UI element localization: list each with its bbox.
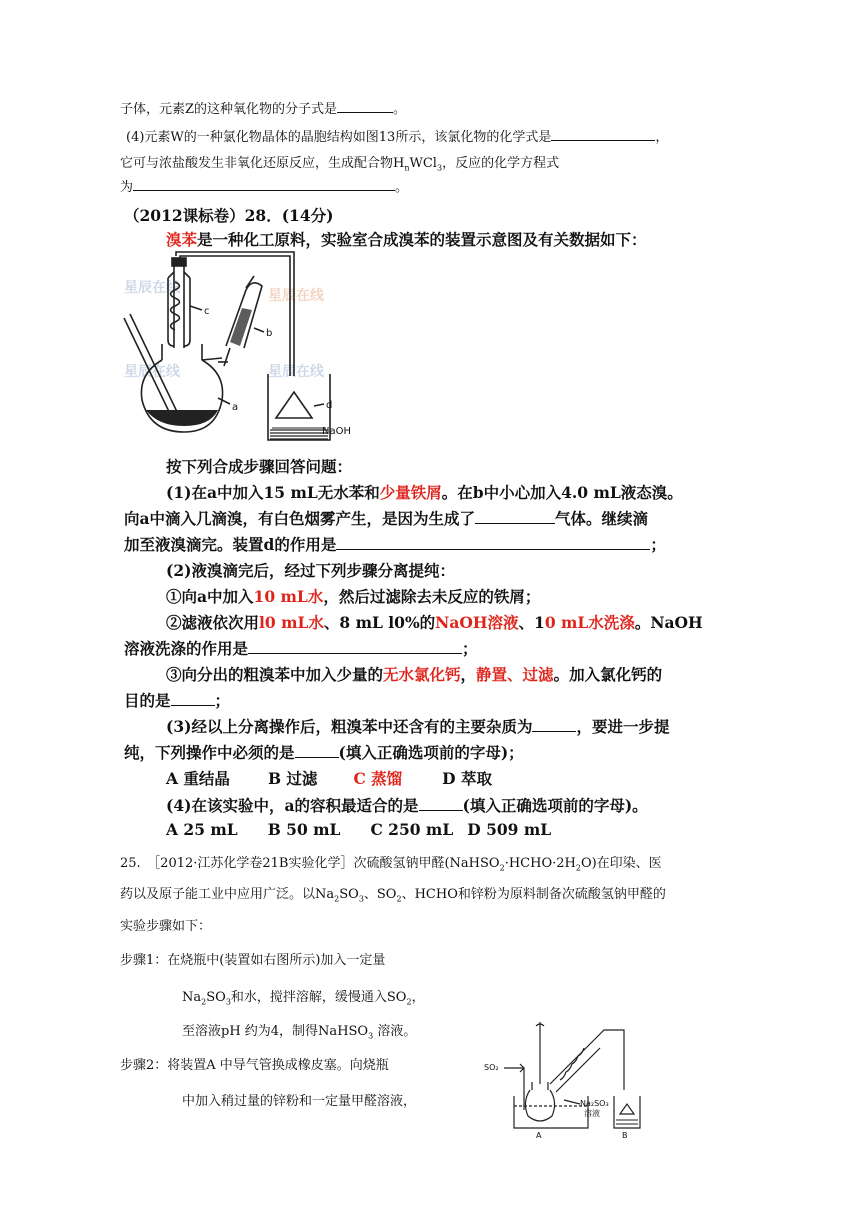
text-line: 向a中滴入几滴溴，有白色烟雾产生，是因为生成了 气体。继续滴 <box>124 509 649 528</box>
text-line: 步骤2：将装置A 中导气管换成橡皮塞。向烧瓶 <box>120 1058 389 1073</box>
text-line: 溶液洗涤的作用是 ； <box>124 639 478 658</box>
watermark: 星辰在线 <box>268 364 324 380</box>
text-line: 25. ［2012·江苏化学卷21B实验化学］次硫酸氢钠甲醛$(NaHSO_2\cdot HCHO\cdot 2H_2O)$在印染、医 <box>120 856 662 873</box>
text-line: ③向分出的粗溴苯中加入少量的无水氯化钙，静置、过滤。加入氯化钙的 <box>166 665 663 684</box>
steps-title: 按下列合成步骤回答问题： <box>166 457 353 476</box>
label-na2so3: Na₂SO₃ <box>580 1099 609 1108</box>
text-line: 它可与浓盐酸发生非氧化还原反应，生成配合物$H_nWCl_3$，反应的化学方程式 <box>120 156 560 173</box>
text-line: (1)在a中加入15 mL无水苯和少量铁屑。在b中小心加入4.0 mL液态溴。 <box>166 483 683 502</box>
question-header: （2012课标卷）28．(14分) <box>124 206 334 225</box>
option-d: D 萃取 <box>442 769 493 788</box>
label-d: d <box>326 400 333 411</box>
question-intro: 溴苯是一种化工原料，实验室合成溴苯的装置示意图及有关数据如下： <box>166 230 647 249</box>
text-line: (3)经以上分离操作后，粗溴苯中还含有的主要杂质为 ，要进一步提 <box>166 717 670 736</box>
label-naoh: NaOH <box>322 426 351 437</box>
blank-line <box>475 509 555 524</box>
label-b: b <box>266 328 273 339</box>
option-b: B 50 mL <box>267 820 341 839</box>
blank-line <box>419 796 463 811</box>
label-solution: 溶液 <box>584 1109 600 1118</box>
option-a: A 25 mL <box>166 820 238 839</box>
text-line: (4)在该实验中，a的容积最适合的是 (填入正确选项前的字母)。 <box>166 796 648 815</box>
text-line: 目的是 ； <box>124 691 231 710</box>
text-line: 至溶液pH 约为4，制得NaHSO$_3$ 溶液。 <box>182 1024 417 1041</box>
option-c: C 蒸馏 <box>353 769 403 788</box>
option-row <box>166 767 492 789</box>
watermark: 星辰在线 <box>124 280 180 296</box>
apparatus-figure-2 <box>484 1020 664 1140</box>
text-line: 为 。 <box>120 180 409 195</box>
label-c: c <box>204 306 210 317</box>
blank-line <box>295 743 339 758</box>
text-line: 药以及原子能工业中应用广泛。以$Na_2SO_3$、$SO_2$、HCHO和锌粉为原料制备次硫酸氢钠甲醛的 <box>120 887 666 904</box>
blank-line <box>337 100 393 113</box>
blank-line <box>532 717 576 732</box>
text-line: 实验步骤如下： <box>120 919 212 934</box>
text-line: 中加入稍过量的锌粉和一定量甲醛溶液， <box>182 1094 417 1109</box>
text-line: 加至液溴滴完。装置d的作用是 ； <box>124 535 666 554</box>
apparatus-figure <box>118 248 368 448</box>
text-line: $Na_2SO_3$和水，搅拌溶解，缓慢通入$SO_2$， <box>182 990 425 1007</box>
text-line: ②滤液依次用l0 mL水、8 mL l0%的NaOH溶液、10 mL水洗涤。NaOH <box>166 613 703 632</box>
blank-line <box>133 178 395 191</box>
text-line: (2)液溴滴完后，经过下列步骤分离提纯： <box>166 561 455 580</box>
blank-line <box>551 128 655 141</box>
label-a: a <box>232 402 239 413</box>
option-c: C 250 mL <box>370 820 454 839</box>
option-row <box>166 820 551 839</box>
text-line: (4)元素W的一种氯化物晶体的晶胞结构如图13所示，该氯化物的化学式是 ， <box>126 130 669 145</box>
watermark: 星辰在线 <box>268 288 324 304</box>
text-line: 步骤1：在烧瓶中(装置如右图所示)加入一定量 <box>120 953 386 968</box>
option-b: B 过滤 <box>267 769 318 788</box>
option-d: D 509 mL <box>467 820 552 839</box>
text-line: 纯，下列操作中必须的是 (填入正确选项前的字母)； <box>124 743 524 762</box>
label-B: B <box>622 1131 628 1140</box>
text-line: 子体，元素Z的这种氧化物的分子式是 。 <box>120 102 407 117</box>
blank-line <box>248 639 462 654</box>
label-A: A <box>536 1131 542 1140</box>
blank-line <box>171 691 215 706</box>
label-so2: SO₂ <box>484 1063 499 1072</box>
watermark: 星辰在线 <box>124 364 180 380</box>
text-line: ①向a中加入10 mL水，然后过滤除去未反应的铁屑； <box>166 587 541 606</box>
option-a: A 重结晶 <box>166 769 230 788</box>
blank-line <box>336 535 650 550</box>
